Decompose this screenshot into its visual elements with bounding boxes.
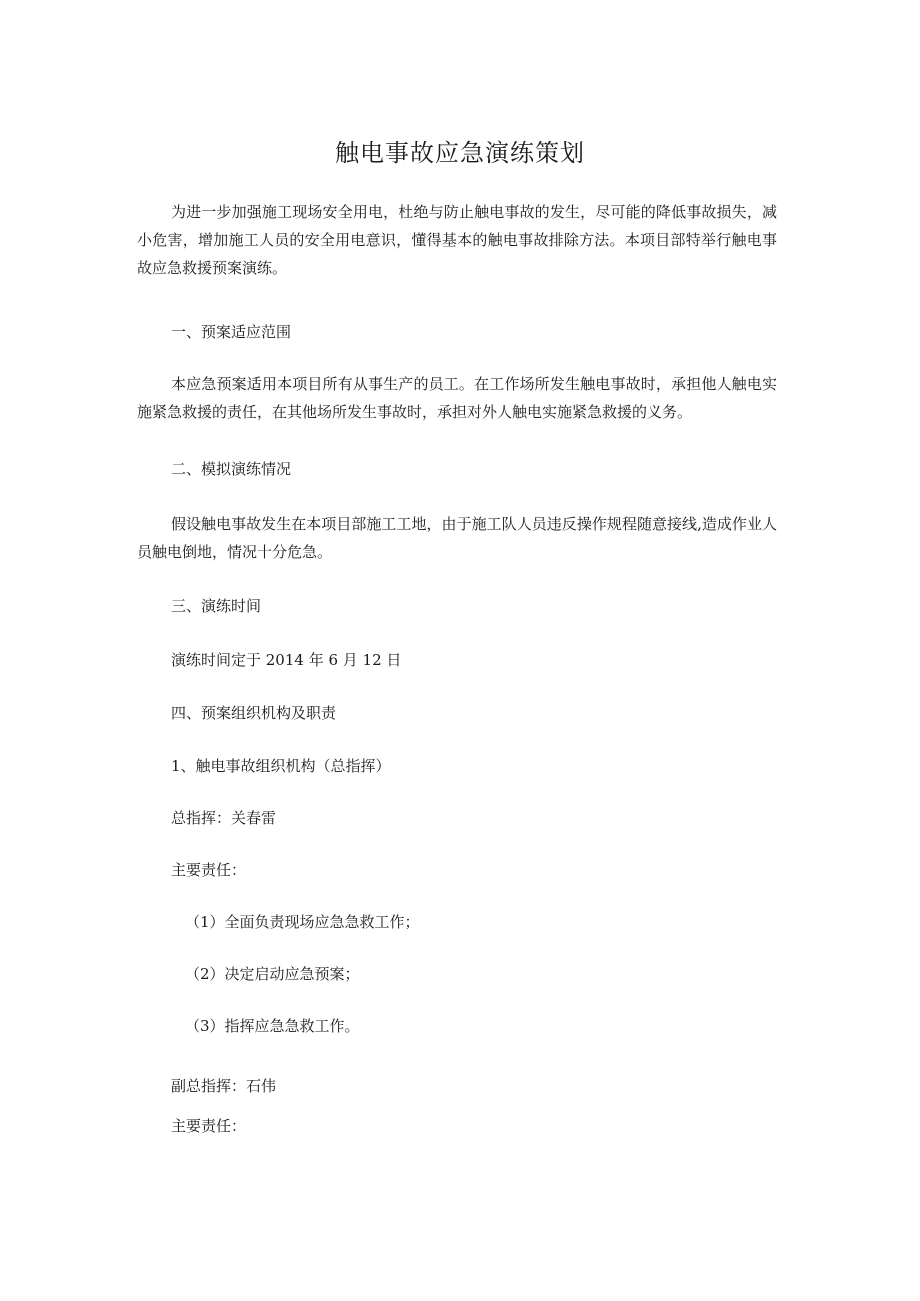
intro-paragraph: 为进一步加强施工现场安全用电，杜绝与防止触电事故的发生，尽可能的降低事故损失，减小危害，增加施工人员的安全用电意识，懂得基本的触电事故排除方法。本项目部特举行触电事故应急救援预案演练。 — [137, 203, 777, 277]
duties-label: 主要责任： — [171, 861, 247, 879]
section1-body: 本应急预案适用本项目所有从事生产的员工。在工作场所发生触电事故时，承担他人触电实施紧急救援的责任，在其他场所发生事故时，承担对外人触电实施紧急救援的义务。 — [137, 375, 777, 421]
section2-body: 假设触电事故发生在本项目部施工工地，由于施工队人员违反操作规程随意接线,造成作业人员触电倒地，情况十分危急。 — [137, 515, 777, 561]
commander-line: 总指挥：关春雷 — [171, 809, 277, 827]
section3-body: 演练时间定于 2014 年 6 月 12 日 — [171, 651, 402, 669]
document-title: 触电事故应急演练策划 — [335, 139, 585, 167]
deputy-duties-label: 主要责任： — [171, 1117, 247, 1135]
deputy-commander-line: 副总指挥：石伟 — [171, 1077, 277, 1095]
duty-item: （2）决定启动应急预案； — [185, 965, 360, 983]
section1-heading: 一、预案适应范围 — [171, 323, 292, 341]
section4-heading: 四、预案组织机构及职责 — [171, 704, 337, 722]
org-structure-heading: 1、触电事故组织机构（总指挥） — [171, 757, 391, 775]
duty-item: （3）指挥应急急救工作。 — [185, 1017, 360, 1035]
duty-item: （1）全面负责现场应急急救工作； — [185, 913, 420, 931]
section3-heading: 三、演练时间 — [171, 597, 262, 615]
section2-heading: 二、模拟演练情况 — [171, 460, 292, 478]
